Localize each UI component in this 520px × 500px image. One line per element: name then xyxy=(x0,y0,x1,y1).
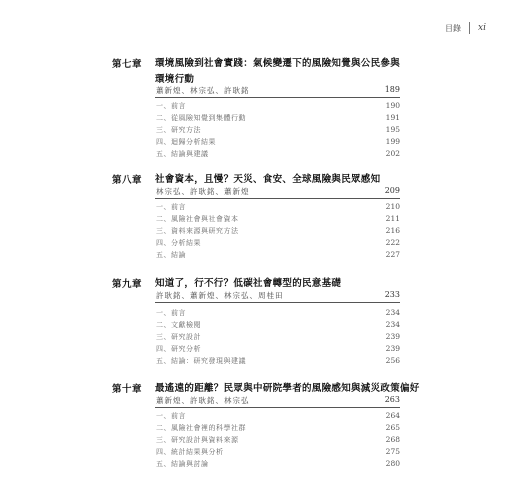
running-head-divider xyxy=(469,22,470,34)
chapter-title[interactable]: 知道了，行不行？低碳社會轉型的民意基礎 xyxy=(155,278,342,289)
chapter-authors: 蕭新煌、許耿銘、林宗弘 xyxy=(156,396,250,405)
section-page: 264 xyxy=(385,411,400,420)
section-page: 190 xyxy=(385,101,400,110)
chapter-authors: 林宗弘、許耿銘、蕭新煌 xyxy=(156,187,250,196)
section-page: 216 xyxy=(385,226,400,235)
section-item[interactable] xyxy=(155,411,400,423)
section-page: 195 xyxy=(385,125,400,134)
chapter-page: 263 xyxy=(384,395,400,404)
running-head-label: 目錄 xyxy=(445,23,462,33)
section-item[interactable] xyxy=(155,149,400,161)
section-item[interactable] xyxy=(155,250,400,262)
chapter-page: 233 xyxy=(384,290,400,299)
section-item[interactable] xyxy=(155,423,400,435)
section-item[interactable] xyxy=(155,202,400,214)
section-page: 275 xyxy=(385,447,400,456)
section-title: 二、風險社會裡的科學社群 xyxy=(156,424,246,432)
chapter-authors: 蕭新煌、林宗弘、許耿銘 xyxy=(156,86,250,95)
section-title: 五、結論：研究發現與建議 xyxy=(156,357,246,365)
section-page: 239 xyxy=(385,332,400,341)
section-item[interactable] xyxy=(155,238,400,250)
chapter-author-row xyxy=(155,186,400,199)
section-title: 三、研究設計 xyxy=(156,333,201,341)
chapter-label: 第七章 xyxy=(112,59,143,70)
chapter-label: 第十章 xyxy=(112,384,143,395)
chapter-page: 209 xyxy=(384,186,400,195)
section-page: 280 xyxy=(385,459,400,468)
chapter-title[interactable]: 最遙遠的距離？民眾與中研院學者的風險感知與減災政策偏好 xyxy=(155,383,420,394)
section-item[interactable] xyxy=(155,113,400,125)
section-page: 191 xyxy=(385,113,400,122)
chapter-label: 第八章 xyxy=(112,175,143,186)
section-title: 二、文獻檢閱 xyxy=(156,321,201,329)
section-item[interactable] xyxy=(155,459,400,471)
section-item[interactable] xyxy=(155,320,400,332)
section-item[interactable] xyxy=(155,356,400,368)
section-title: 一、前言 xyxy=(156,412,186,420)
section-title: 三、研究方法 xyxy=(156,126,201,134)
section-title: 四、研究分析 xyxy=(156,345,201,353)
section-title: 三、研究設計與資料來源 xyxy=(156,436,239,444)
section-title: 五、結論與討論 xyxy=(156,460,209,468)
running-head xyxy=(445,22,486,34)
section-page: 268 xyxy=(385,435,400,444)
section-title: 四、分析結果 xyxy=(156,239,201,247)
chapter-title[interactable]: 社會資本，且慢？天災、食安、全球風險與民眾感知 xyxy=(155,174,381,185)
section-item[interactable] xyxy=(155,125,400,137)
section-list xyxy=(155,202,400,262)
section-page: 202 xyxy=(385,149,400,158)
section-page: 256 xyxy=(385,356,400,365)
page-folio: xi xyxy=(478,23,486,33)
chapter-authors: 許耿銘、蕭新煌、林宗弘、周桂田 xyxy=(156,291,284,300)
section-title: 四、迴歸分析結果 xyxy=(156,138,216,146)
section-item[interactable] xyxy=(155,447,400,459)
section-page: 210 xyxy=(385,202,400,211)
section-list xyxy=(155,101,400,161)
section-page: 222 xyxy=(385,238,400,247)
section-page: 265 xyxy=(385,423,400,432)
section-page: 211 xyxy=(385,214,400,223)
section-page: 234 xyxy=(385,320,400,329)
chapter-label: 第九章 xyxy=(112,279,143,290)
chapter-author-row xyxy=(155,290,400,303)
section-page: 227 xyxy=(385,250,400,259)
section-list xyxy=(155,411,400,471)
chapter-title[interactable]: 環境風險到社會實踐：氣候變遷下的風險知覺與公民參與環境行動 xyxy=(155,58,401,85)
chapter-author-row xyxy=(155,395,400,408)
section-title: 二、風險社會與社會資本 xyxy=(156,215,239,223)
section-list xyxy=(155,308,400,368)
section-item[interactable] xyxy=(155,332,400,344)
section-item[interactable] xyxy=(155,101,400,113)
section-title: 五、結論 xyxy=(156,251,186,259)
section-title: 四、統計結果與分析 xyxy=(156,448,224,456)
section-title: 二、從風險知覺到集體行動 xyxy=(156,114,246,122)
section-title: 三、資料來源與研究方法 xyxy=(156,227,239,235)
section-item[interactable] xyxy=(155,137,400,149)
section-title: 一、前言 xyxy=(156,309,186,317)
section-title: 一、前言 xyxy=(156,102,186,110)
section-page: 199 xyxy=(385,137,400,146)
section-item[interactable] xyxy=(155,435,400,447)
chapter-page: 189 xyxy=(384,85,400,94)
section-item[interactable] xyxy=(155,344,400,356)
section-page: 239 xyxy=(385,344,400,353)
section-item[interactable] xyxy=(155,214,400,226)
section-page: 234 xyxy=(385,308,400,317)
chapter-author-row xyxy=(155,85,400,98)
section-title: 五、結論與建議 xyxy=(156,150,209,158)
section-title: 一、前言 xyxy=(156,203,186,211)
section-item[interactable] xyxy=(155,226,400,238)
section-item[interactable] xyxy=(155,308,400,320)
